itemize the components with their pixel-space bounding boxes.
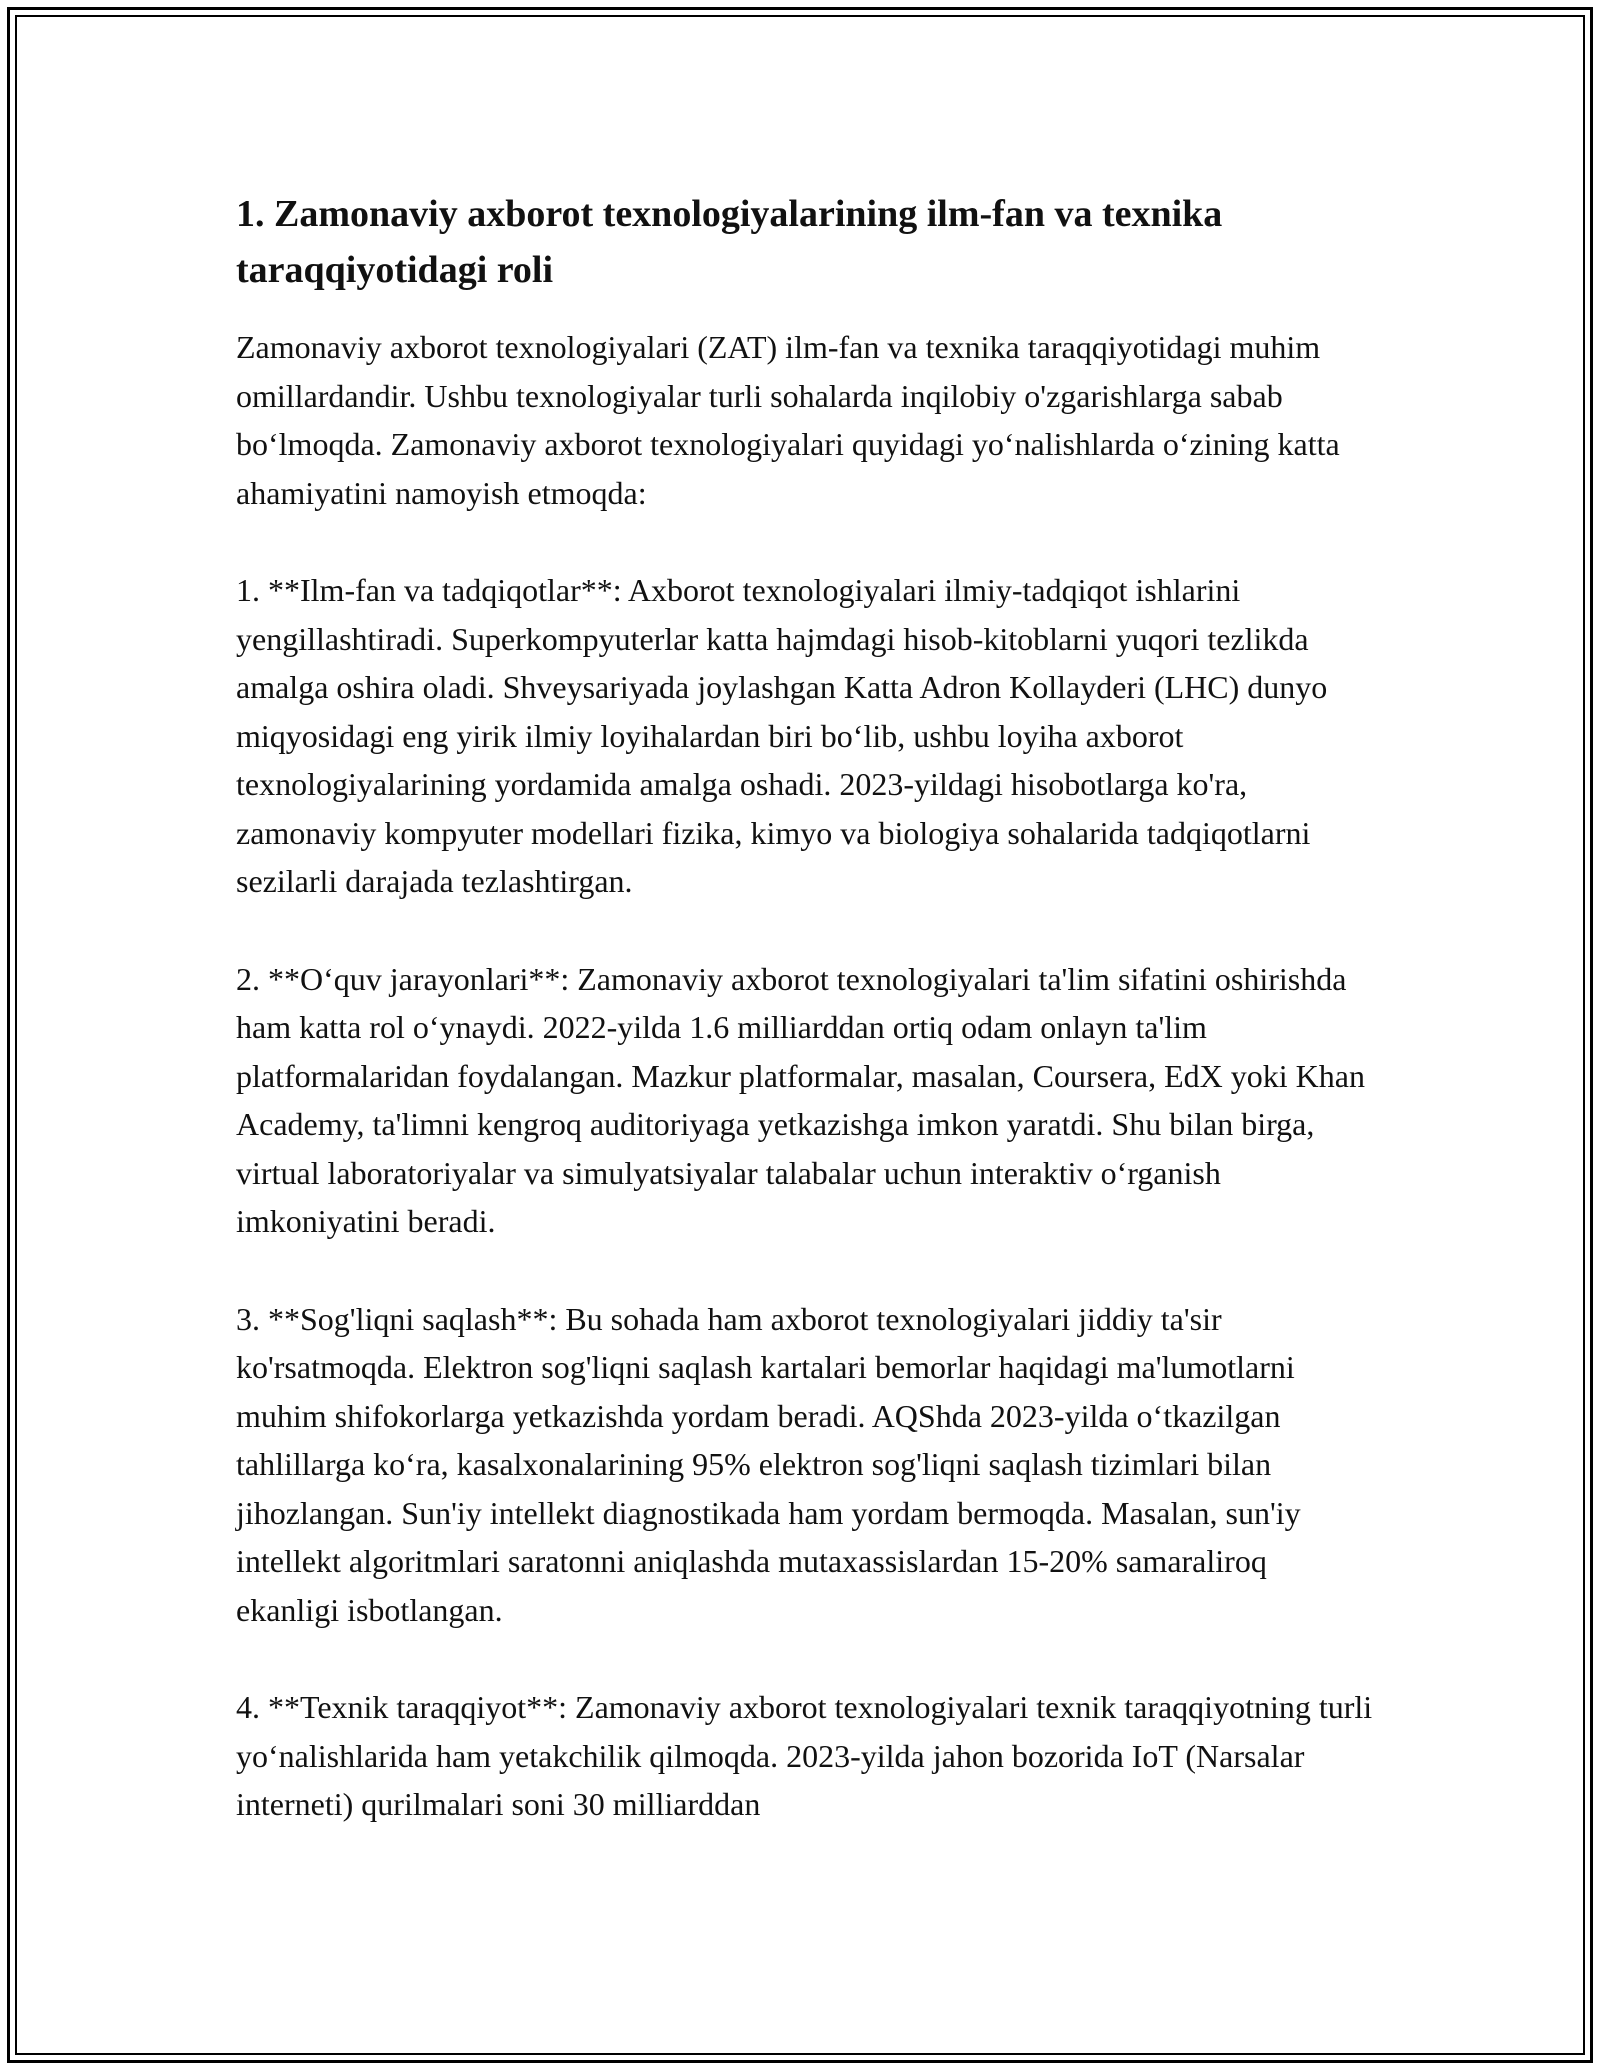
paragraph-science-research: 1. **Ilm-fan va tadqiqotlar**: Axborot texnologiyalari ilmiy-tadqiqot ishlarini yengillashtiradi. Superkompyuterlar katta hajmdagi hisob-kitoblarni yuqori tezlikda amalga oshira oladi. Shveysariyada joylashgan Katta Adron Kollayderi (LHC) dunyo miqyosidagi eng yirik ilmiy loyihalardan biri bo‘lib, ushbu loyiha axborot texnologiyalarining yordamida amalga oshadi. 2023-yildagi hisobotlarga ko'ra, zamonaviy kompyuter modellari fizika, kimyo va biologiya sohalarida tadqiqotlarni sezilarli darajada tezlashtirgan. [236,572,1328,899]
document-page [236,186,1376,1878]
paragraph-education: 2. **O‘quv jarayonlari**: Zamonaviy axborot texnologiyalari ta'lim sifatini oshirishda ham katta rol o‘ynaydi. 2022-yilda 1.6 milliarddan ortiq odam onlayn ta'lim platformalaridan foydalangan. Mazkur platformalar, masalan, Coursera, EdX yoki Khan Academy, ta'limni kengroq auditoriyaga yetkazishga imkon yaratdi. Shu bilan birga, virtual laboratoriyalar va simulyatsiyalar talabalar uchun interaktiv o‘rganish imkoniyatini beradi. [236,960,1365,1239]
paragraph-technical-progress: 4. **Texnik taraqqiyot**: Zamonaviy axborot texnologiyalari texnik taraqqiyotning turli yo‘nalishlarida ham yetakchilik qilmoqda. 2023-yilda jahon bozorida IoT (Narsalar interneti) qurilmalari soni 30 milliarddan [236,1689,1373,1822]
document-title: 1. Zamonaviy axborot texnologiyalarining ilm-fan va texnika taraqqiyotidagi roli [236,193,1223,291]
intro-paragraph: Zamonaviy axborot texnologiyalari (ZAT) ilm-fan va texnika taraqqiyotidagi muhim omillardandir. Ushbu texnologiyalar turli sohalarda inqilobiy o'zgarishlarga sabab bo‘lmoqda. Zamonaviy axborot texnologiyalari quyidagi yo‘nalishlarda o‘zining katta ahamiyatini namoyish etmoqda: [236,329,1340,511]
paragraph-healthcare: 3. **Sog'liqni saqlash**: Bu sohada ham axborot texnologiyalari jiddiy ta'sir ko'rsatmoqda. Elektron sog'liqni saqlash kartalari bemorlar haqidagi ma'lumotlarni muhim shifokorlarga yetkazishda yordam beradi. AQShda 2023-yilda o‘tkazilgan tahlillarga ko‘ra, kasalxonalarining 95% elektron sog'liqni saqlash tizimlari bilan jihozlangan. Sun'iy intellekt diagnostikada ham yordam bermoqda. Masalan, sun'iy intellekt algoritmlari saratonni aniqlashda mutaxassislardan 15-20% samaraliroq ekanligi isbotlangan. [236,1300,1301,1628]
